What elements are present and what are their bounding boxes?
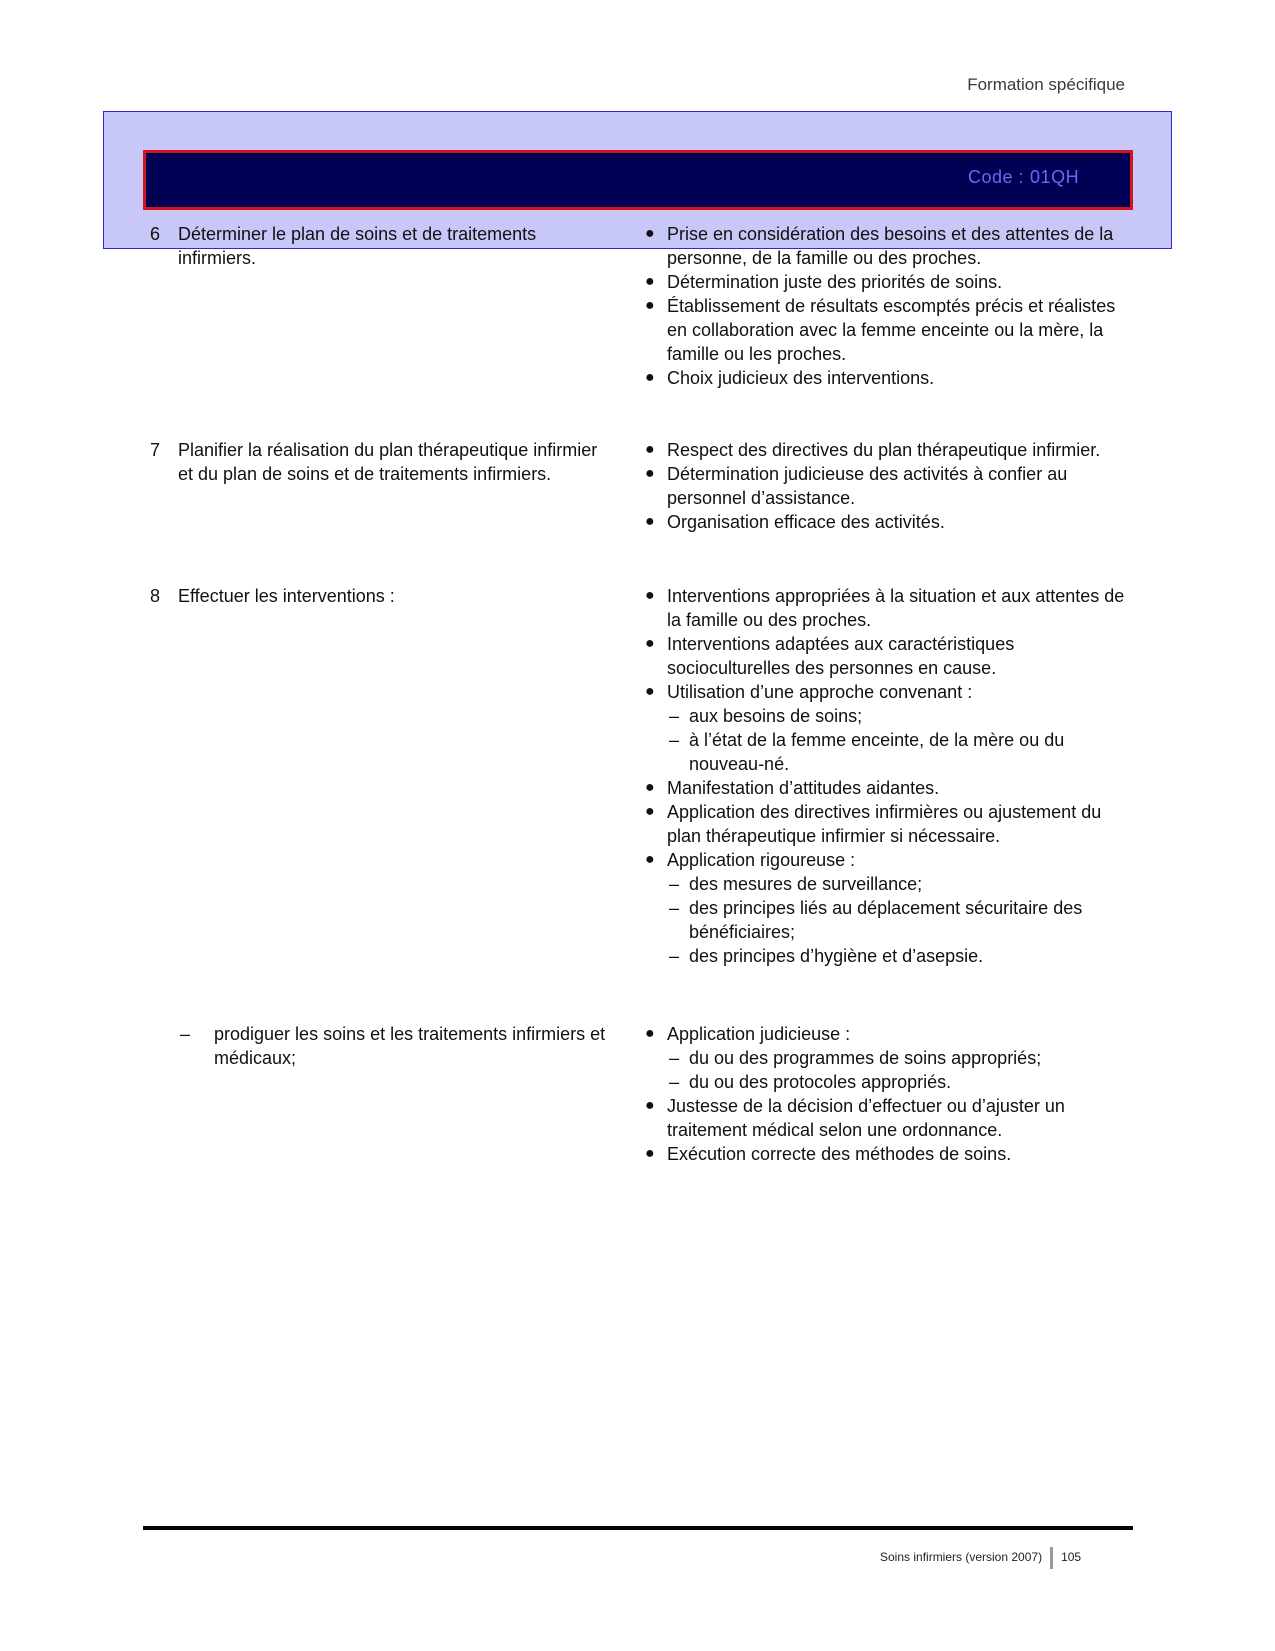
footer (880, 1547, 1082, 1569)
criterion: ● Manifestation d’attitudes aidantes. (645, 778, 940, 798)
criteria-list (645, 1022, 1125, 1166)
criterion: ● Détermination juste des priorités de soins. (645, 272, 1003, 292)
competency-text: Planifier la réalisation du plan thérapeutique infirmier et du plan de soins et de traitements infirmiers. (178, 440, 598, 484)
criterion: ● Utilisation d’une approche convenant : – aux besoins de soins; – à l’état de la femme enceinte, de la mère ou du nouveau-né. (645, 680, 1125, 776)
criterion: ● Choix judicieux des interventions. (645, 368, 935, 388)
code-label: Code : (968, 167, 1025, 187)
course-code (968, 167, 1085, 188)
competency-number: 7 (150, 440, 161, 460)
criterion: ● Détermination judicieuse des activités à confier au personnel d’assistance. (645, 464, 1068, 508)
criterion: ● Exécution correcte des méthodes de soins. (645, 1144, 1012, 1164)
code-value: 01QH (1030, 167, 1080, 187)
footer-rule (143, 1526, 1133, 1530)
criterion: ● Prise en considération des besoins et des attentes de la personne, de la famille ou des proches. (645, 224, 1114, 268)
sub-criterion: – du ou des protocoles appropriés. (669, 1072, 952, 1092)
sub-criterion: – aux besoins de soins; (669, 706, 863, 726)
criterion: ● Interventions appropriées à la situation et aux attentes de la famille ou des proches. (645, 586, 1125, 630)
sub-criteria-list (667, 872, 1125, 968)
criterion: ● Application rigoureuse : – des mesures de surveillance; – des principes liés au déplacement sécuritaire des bénéficiaires; – des principes d’hygiène et d’asepsie. (645, 848, 1125, 968)
sub-criterion: – à l’état de la femme enceinte, de la mère ou du nouveau-né. (669, 730, 1065, 774)
sub-criterion: – des principes d’hygiène et d’asepsie. (669, 946, 984, 966)
sub-criterion: – des mesures de surveillance; (669, 874, 923, 894)
competency-number: 6 (150, 224, 161, 244)
footer-title: Soins infirmiers (version 2007) (880, 1550, 1043, 1565)
criterion: ● Organisation efficace des activités. (645, 512, 945, 532)
criterion: ● Justesse de la décision d’effectuer ou d’ajuster un traitement médical selon une ordonnance. (645, 1096, 1065, 1140)
criterion: ● Interventions adaptées aux caractéristiques socioculturelles des personnes en cause. (645, 634, 1015, 678)
competency-text: Déterminer le plan de soins et de traitements infirmiers. (178, 224, 537, 268)
criterion: ● Respect des directives du plan thérapeutique infirmier. (645, 440, 1101, 460)
sub-competency-text: prodiguer les soins et les traitements infirmiers et médicaux; (214, 1024, 606, 1068)
footer-separator (1050, 1547, 1053, 1569)
criteria-list (645, 584, 1125, 968)
competency-text: Effectuer les interventions : (178, 586, 395, 606)
criterion: ● Établissement de résultats escomptés précis et réalistes en collaboration avec la femme enceinte ou la mère, la famille ou les proches. (645, 296, 1116, 364)
criterion: ● Application des directives infirmières ou ajustement du plan thérapeutique infirmier si nécessaire. (645, 802, 1102, 846)
criterion: ● Application judicieuse : – du ou des programmes de soins appropriés; – du ou des protocoles appropriés. (645, 1022, 1125, 1094)
criteria-list (645, 222, 1125, 390)
competency-number: 8 (150, 586, 161, 606)
sub-criterion: – du ou des programmes de soins appropriés; (669, 1048, 1042, 1068)
sub-competency-dash: – (180, 1024, 191, 1044)
sub-criteria-list (667, 1046, 1125, 1094)
sub-criterion: – des principes liés au déplacement sécuritaire des bénéficiaires; (669, 898, 1083, 942)
sub-criteria-list (667, 704, 1125, 776)
criteria-list (645, 438, 1125, 534)
page-number: 105 (1061, 1550, 1082, 1565)
running-header: Formation spécifique (967, 75, 1125, 94)
